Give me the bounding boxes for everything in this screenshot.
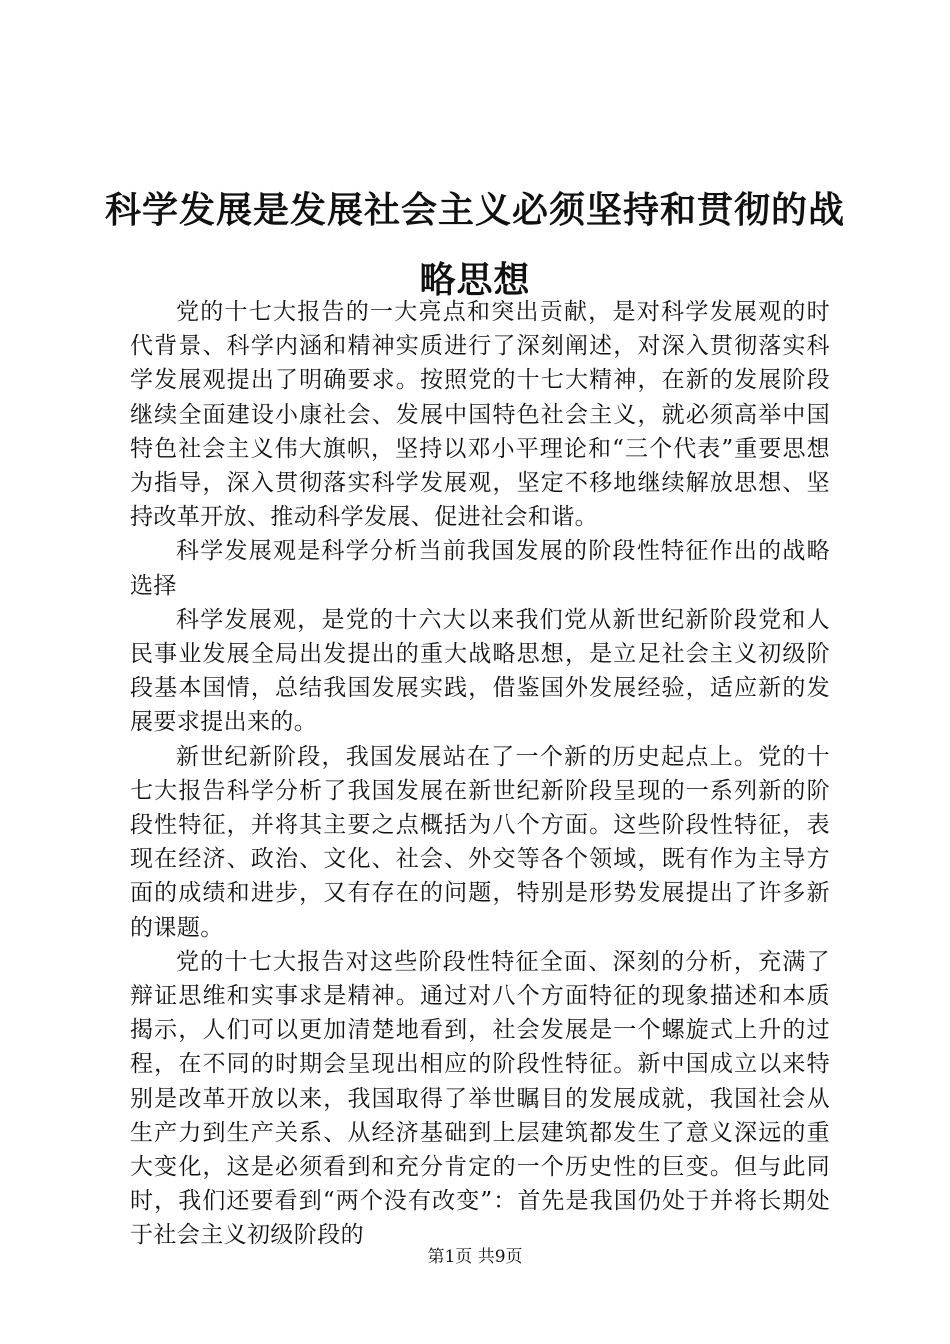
page-footer <box>0 1242 950 1267</box>
paragraph: 科学发展观是科学分析当前我国发展的阶段性特征作出的战略选择 <box>130 538 830 599</box>
paragraph: 党的十七大报告对这些阶段性特征全面、深刻的分析，充满了辩证思维和实事求是精神。通过对八个方面特征的现象描述和本质揭示，人们可以更加清楚地看到，社会发展是一个螺旋式上升的过程，在不同的时期会呈现出相应的阶段性特征。新中国成立以来特别是改革开放以来，我国取得了举世瞩目的发展成就，我国社会从生产力到生产关系、从经济基础到上层建筑都发生了意义深远的重大变化，这是必须看到和充分肯定的一个历史性的巨变。但与此同时，我们还要看到“两个没有改变”：首先是我国仍处于并将长期处于社会主义初级阶段的 <box>130 948 830 1249</box>
page-number-label: 第1页 共9页 <box>427 1247 523 1267</box>
document-body <box>130 295 830 1253</box>
paragraph: 科学发展观，是党的十六大以来我们党从新世纪新阶段党和人民事业发展全局出发提出的重大战略思想，是立足社会主义初级阶段基本国情，总结我国发展实践，借鉴国外发展经验，适应新的发展要求提出来的。 <box>130 606 830 736</box>
document-title: 科学发展是发展社会主义必须坚持和贯彻的战略思想 <box>104 189 845 301</box>
paragraph: 党的十七大报告的一大亮点和突出贡献，是对科学发展观的时代背景、科学内涵和精神实质进行了深刻阐述，对深入贯彻落实科学发展观提出了明确要求。按照党的十七大精神，在新的发展阶段继续全面建设小康社会、发展中国特色社会主义，就必须高举中国特色社会主义伟大旗帜，坚持以邓小平理论和“三个代表”重要思想为指导，深入贯彻落实科学发展观，坚定不移地继续解放思想、坚持改革开放、推动科学发展、促进社会和谐。 <box>130 299 830 531</box>
paragraph: 新世纪新阶段，我国发展站在了一个新的历史起点上。党的十七大报告科学分析了我国发展在新世纪新阶段呈现的一系列新的阶段性特征，并将其主要之点概括为八个方面。这些阶段性特征，表现在经济、政治、文化、社会、外交等各个领域，既有作为主导方面的成绩和进步，又有存在的问题，特别是形势发展提出了许多新的课题。 <box>130 743 830 941</box>
